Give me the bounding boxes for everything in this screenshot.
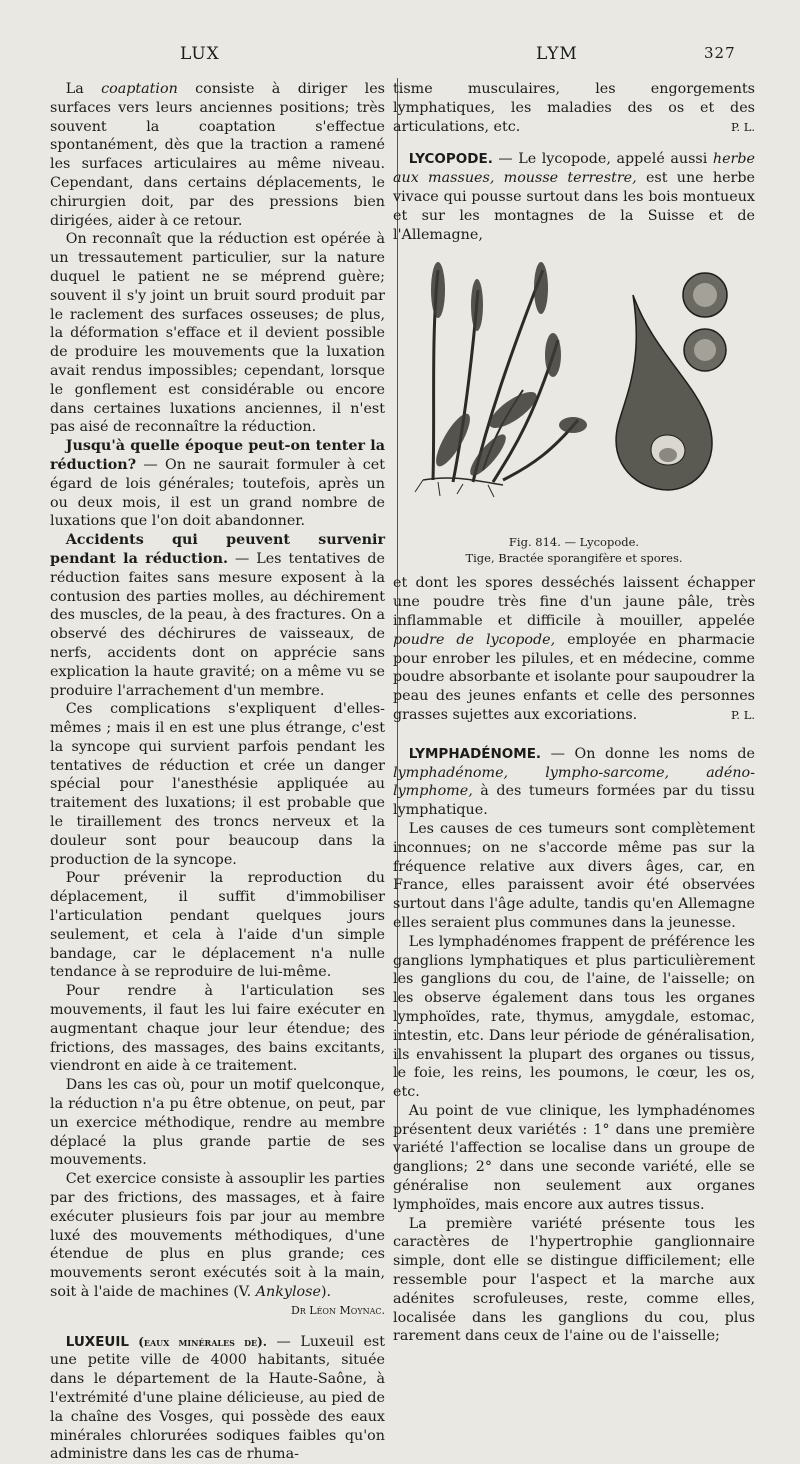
spores-drawing bbox=[683, 273, 727, 371]
lycopode-illustration bbox=[393, 250, 755, 530]
paragraph-reduction-timing: Jusqu'à quelle époque peut-on tenter la réduction? — On ne saurait formuler à cet égard de lois générales; toutefois, après un ou deux mois, il est un grand nombre de luxations que l'on doit abandonner. bbox=[50, 438, 385, 530]
paragraph-lymph-varieties: Au point de vue clinique, les lymphadénomes présentent deux variétés : 1° dans une première variété l'affection se localise dans un groupe de ganglions; 2° dans une seconde variété, elle se généralise non seulement aux organes lymphoïdes, mais encore aux autres tissus. bbox=[393, 1102, 755, 1213]
paragraph-accidents: Accidents qui peuvent survenir pendant la réduction. — Les tentatives de réduction faites sans mesure exposent à la contusion des parties molles, au déchirement des muscles, de la peau, à des fractures. On a observé des déchirures de vaisseaux, de nerfs, accidents dont on apprécie sans explication la haute gravité; on a même vu se produire l'arrachement d'un membre. bbox=[50, 532, 385, 699]
right-column bbox=[393, 80, 755, 1346]
entry-heading-luxeuil: LUXEUIL bbox=[65, 1333, 130, 1350]
entry-heading-lycopode: LYCOPODE. bbox=[408, 151, 493, 168]
signature-pl-1: P. L. bbox=[730, 119, 755, 134]
signature-moynac: Dr Léon Moynac. bbox=[290, 1303, 385, 1317]
running-head-left: LUX bbox=[180, 44, 220, 64]
entry-heading-lymphadenome: LYMPHADÉNOME. bbox=[408, 745, 542, 762]
paragraph-lymph-sites: Les lymphadénomes frappent de préférence les ganglions lymphatiques et plus particulièrement les ganglions du cou, de l'aine, de l'aisselle; on les observe également dans tous les organes lymphoïdes, rate, thymus, amygdale, estomac, intestin, etc. Dans leur période de généralisation, ils envahissent la plupart des organes ou tissus, le foie, les reins, les poumons, le cœur, les os, etc. bbox=[393, 933, 755, 1101]
figure-caption-title: Fig. 814. — Lycopode. bbox=[508, 535, 640, 550]
running-head-right: LYM bbox=[536, 44, 578, 64]
subheading-accidents: Accidents qui peuvent survenir pendant la réduction. bbox=[50, 532, 385, 567]
signature-pl-2: P. L. bbox=[730, 707, 755, 722]
paragraph-movements: Pour rendre à l'articulation ses mouvements, il faut les lui faire exécuter en augmentant chaque jour leur étendue; des frictions, des massages, des bains excitants, viendront en aide à ce traitement. bbox=[50, 983, 385, 1075]
paragraph-failed-reduction: Dans les cas où, pour un motif quelconque, la réduction n'a pu être obtenue, on peut, par un exercice méthodique, rendre au membre déplacé la plus grande partie de ses mouvements. bbox=[50, 1077, 385, 1169]
paragraph-exercise: Cet exercice consiste à assouplir les parties par des frictions, des massages, et à faire exécuter plusieurs fois par jour au membre luxé des mouvements méthodiques, d'une étendue de plus en plus grande; ces mouvements seront exécutés soit à la main, soit à l'aide de machines (V. Ankylose). bbox=[50, 1171, 385, 1300]
page-number: 327 bbox=[704, 44, 736, 62]
entry-lycopode: LYCOPODE. — Le lycopode, appelé aussi herbe aux massues, mousse terrestre, est une herbe vivace qui pousse surtout dans les bois montueux et sur les montagnes de la Suisse et de l'Allemagne, bbox=[393, 151, 756, 243]
paragraph-prevention: Pour prévenir la reproduction du déplacement, il suffit d'immobiliser l'articulation pendant quelques jours seulement, et cela à l'aide d'un simple bandage, car le déplacement n'a nulle tendance à se reproduire de lui-même. bbox=[50, 870, 385, 981]
left-column bbox=[50, 80, 385, 1464]
paragraph-lymph-first-variety: La première variété présente tous les caractères de l'hypertrophie ganglionnaire simple, dont elle se distingue difficilement; elle ressemble pour l'aspect et la marche aux adénites scrofuleuses, reste, comme elles, localisée dans les ganglions du cou, plus rarement dans ceux de l'aine ou de l'aisselle; bbox=[393, 1215, 755, 1345]
figure-caption-subtitle: Tige, Bractée sporangifère et spores. bbox=[465, 551, 683, 566]
paragraph-complications: Ces complications s'expliquent d'elles-mêmes ; mais il en est une plus étrange, c'est la syncope qui survient parfois pendant les tentatives de réduction et crée un danger spécial pour l'anesthésie appliquée au traitement des luxations; il est probable que le tiraillement des troncs nerveux et la douleur sont pour beaucoup dans la production de la syncope. bbox=[50, 701, 385, 868]
link-ankylose: Ankylose bbox=[255, 1284, 321, 1300]
lycopode-figure bbox=[393, 250, 755, 530]
paragraph-luxeuil-continued: tisme musculaires, les engorgements lymphatiques, les maladies des os et des articulations, etc. P. L. bbox=[393, 81, 755, 135]
subheading-timing: Jusqu'à quelle époque peut-on tenter la réduction? bbox=[50, 438, 385, 473]
entry-lymphadenome: LYMPHADÉNOME. — On donne les noms de lymphadénome, lympho-sarcome, adéno-lymphome, à des tumeurs formées par du tissu lymphatique. bbox=[393, 745, 755, 819]
entry-luxeuil: LUXEUIL (eaux minérales de). — Luxeuil est une petite ville de 4000 habitants, située dans le département de la Haute-Saône, à l'extrémité d'une plaine délicieuse, au pied de la chaîne des Vosges, qui possède des eaux minérales chlorurées sodiques faibles qu'on administre dans les cas de rhuma- bbox=[50, 1333, 385, 1463]
paragraph-lycopode-spores: et dont les spores desséchés laissent échapper une poudre très fine d'un jaune pâle, très inflammable et difficile à mouiller, appelée poudre de lycopode, employée en pharmacie pour enrober les pilules, et en médecine, comme poudre absorbante et isolante pour saupoudrer la peau des jeunes enfants et celle des personnes grasses sujettes aux excoriations. P. L. bbox=[393, 575, 755, 723]
paragraph-lymph-causes: Les causes de ces tumeurs sont complètement inconnues; on ne s'accorde même pas sur la fréquence relative aux divers âges, car, en France, elles paraissent avoir été observées surtout dans l'âge adulte, tandis qu'en Allemagne elles seraient plus communes dans la jeunesse. bbox=[393, 820, 755, 931]
figure-caption bbox=[393, 534, 755, 566]
bractee-drawing bbox=[616, 295, 712, 490]
paragraph-coaptation: La coaptation consiste à diriger les surfaces vers leurs anciennes positions; très souvent la coaptation s'effectue spontanément, dès que la traction a ramené les surfaces articulaires au même niveau. Cependant, dans certains déplacements, le chirurgien doit, par des pressions bien dirigées, aider à ce retour. bbox=[50, 81, 386, 229]
paragraph-reduction-signs: On reconnaît que la réduction est opérée à un tressautement particulier, sur la nature duquel le patient ne se méprend guère; souvent il s'y joint un bruit sourd produit par le raclement des surfaces osseuses; de plus, la déformation s'efface et il devient possible de produire les mouvements que la luxation avait rendus impossibles; cependant, lorsque le gonflement est considérable ou encore dans certaines luxations anciennes, il n'est pas aisé de reconnaître la réduction. bbox=[50, 231, 385, 436]
